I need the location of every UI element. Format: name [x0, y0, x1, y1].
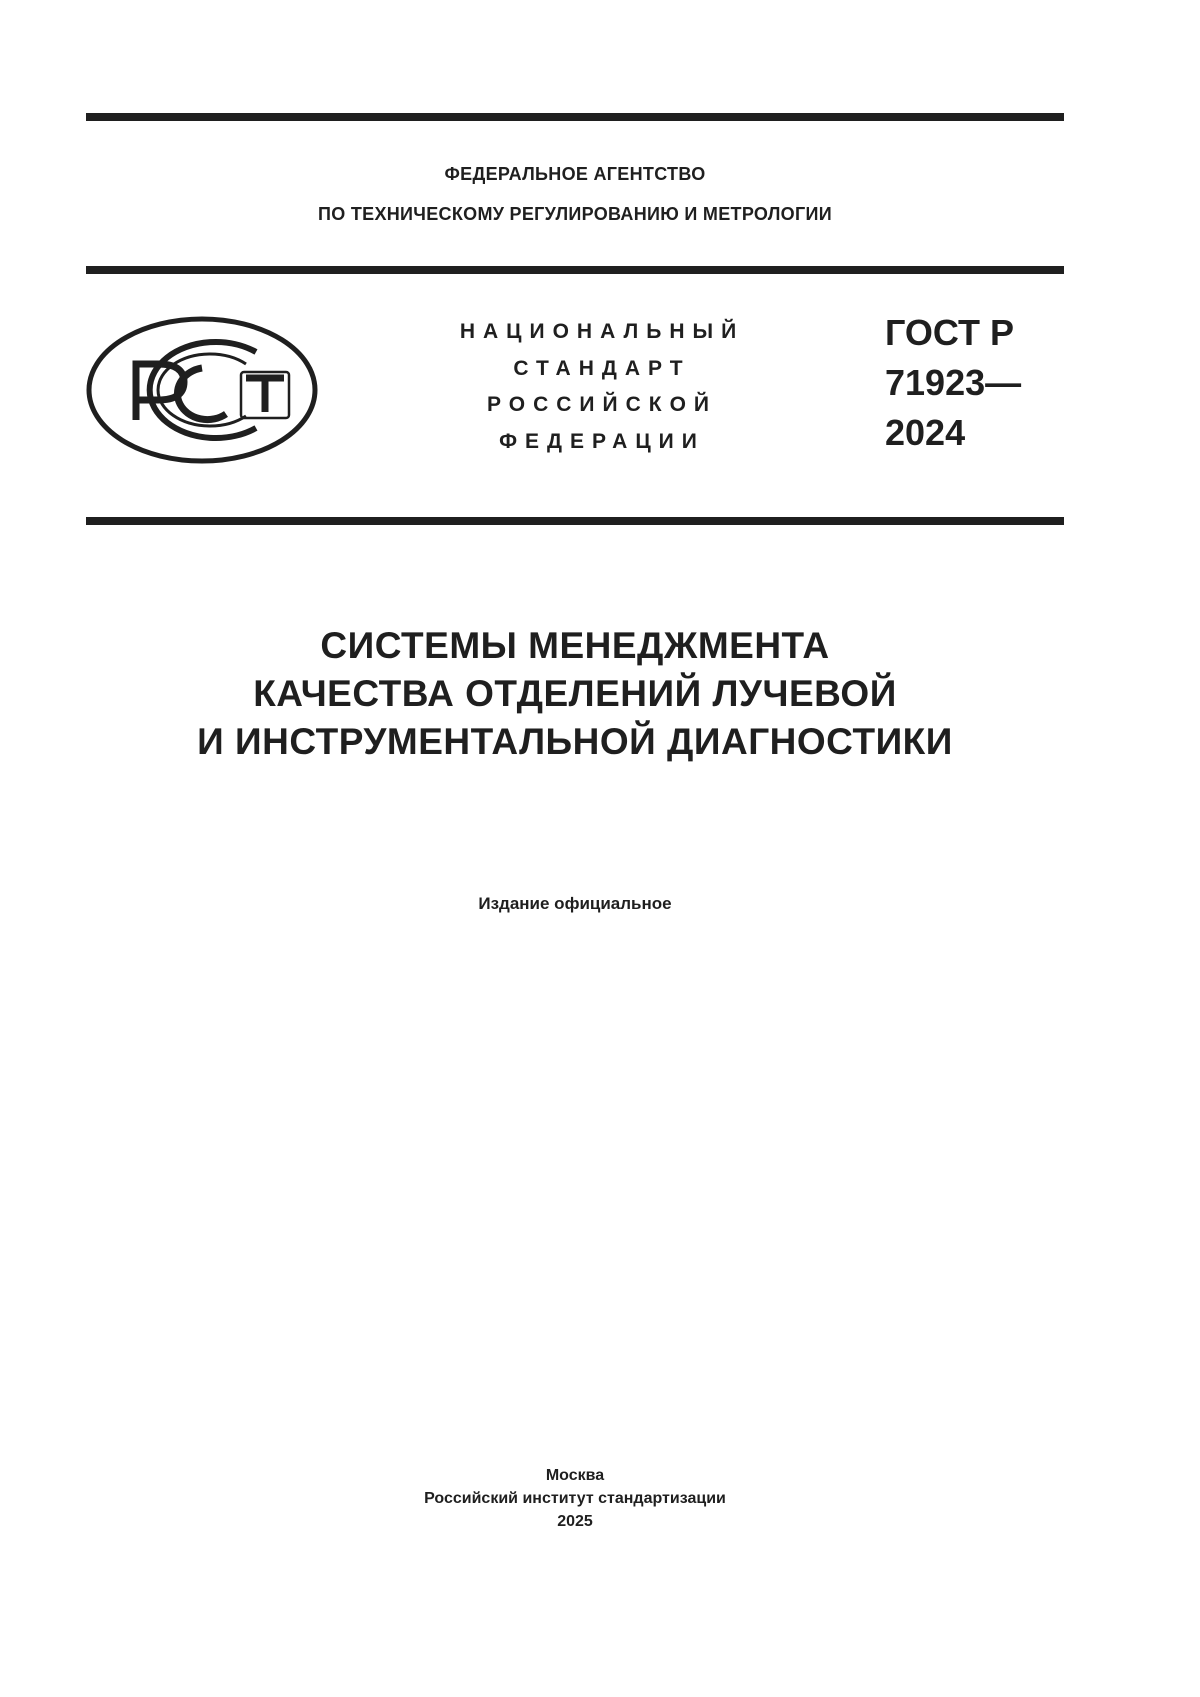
- rst-logo-icon: [86, 316, 318, 464]
- title-line: КАЧЕСТВА ОТДЕЛЕНИЙ ЛУЧЕВОЙ: [253, 673, 897, 714]
- imprint-publisher: Российский институт стандартизации: [424, 1490, 726, 1507]
- standard-type-line: ФЕДЕРАЦИИ: [499, 429, 705, 453]
- header-rule: [86, 266, 1064, 274]
- imprint-year: 2025: [557, 1513, 593, 1530]
- designation-line: 2024: [885, 412, 966, 453]
- document-title: [86, 622, 1064, 766]
- edition-note: Издание официальное: [478, 894, 672, 913]
- designation-line: ГОСТ Р: [885, 312, 1015, 353]
- standard-type: [412, 314, 792, 460]
- agency-name-line-2: ПО ТЕХНИЧЕСКОМУ РЕГУЛИРОВАНИЮ И МЕТРОЛОГИИ: [318, 204, 832, 224]
- standard-type-line: РОССИЙСКОЙ: [487, 393, 717, 416]
- standard-type-line: НАЦИОНАЛЬНЫЙ: [459, 320, 745, 343]
- top-rule: [86, 113, 1064, 121]
- title-line: И ИНСТРУМЕНТАЛЬНОЙ ДИАГНОСТИКИ: [197, 721, 953, 762]
- agency-name-line-1: ФЕДЕРАЛЬНОЕ АГЕНТСТВО: [444, 164, 706, 184]
- designation-line: 71923—: [885, 362, 1022, 403]
- title-line: СИСТЕМЫ МЕНЕДЖМЕНТА: [320, 625, 830, 666]
- standard-designation: [885, 308, 1021, 458]
- imprint: [86, 1464, 1064, 1533]
- title-rule: [86, 517, 1064, 525]
- imprint-city: Москва: [545, 1467, 605, 1484]
- standard-type-line: СТАНДАРТ: [513, 356, 691, 380]
